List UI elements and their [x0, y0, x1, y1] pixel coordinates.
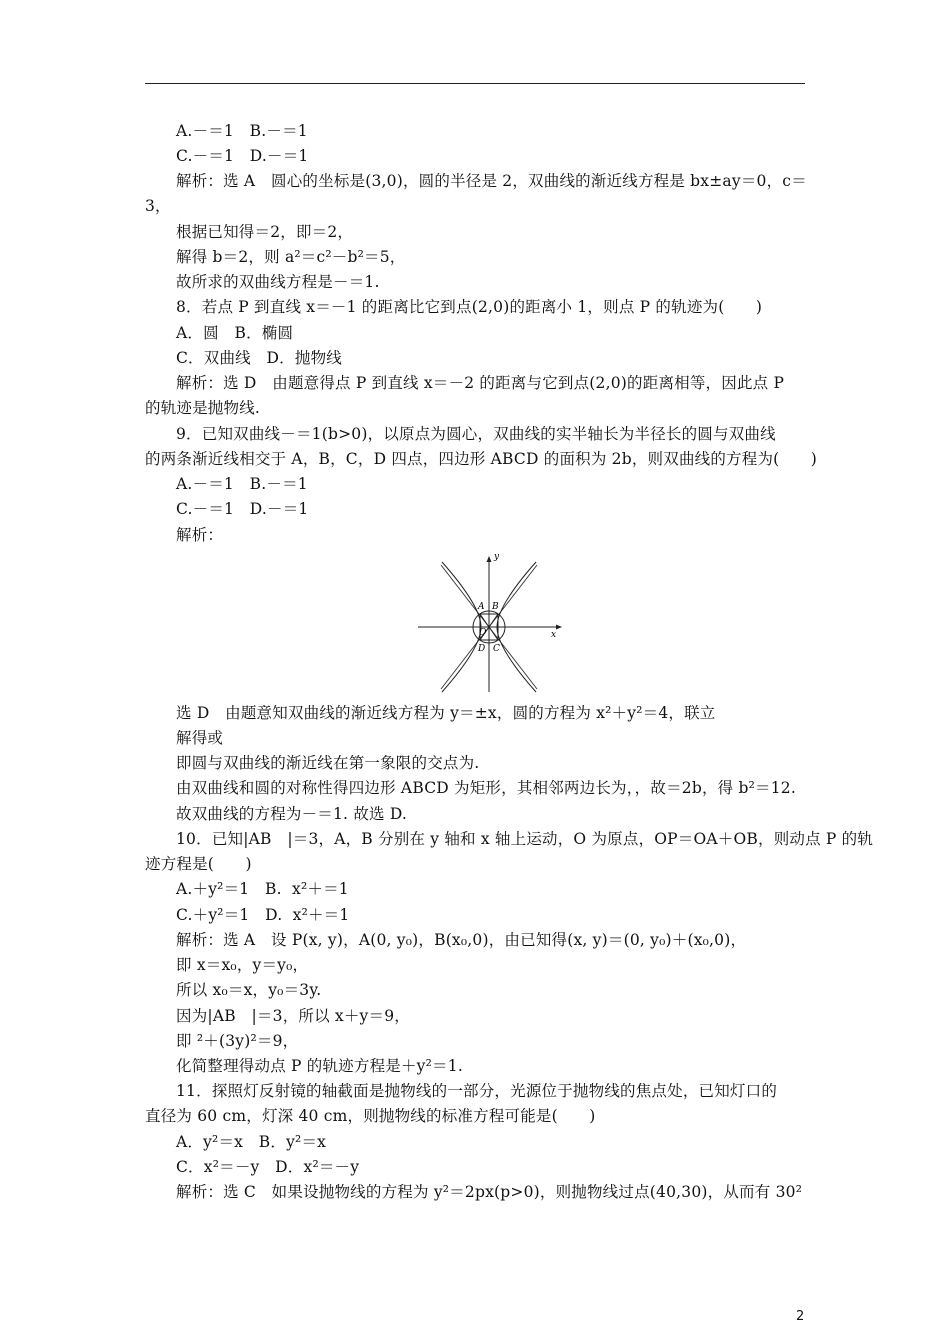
text-line: A．y²＝x B．y²＝x: [176, 1133, 327, 1151]
text-line: 解析：: [176, 526, 224, 544]
text-line: C.－＝1 D.－＝1: [176, 500, 309, 518]
text-line: 的轨迹是抛物线.: [145, 399, 261, 417]
point-a-label: A: [478, 602, 485, 612]
text-line: A．圆 B．椭圆: [176, 324, 294, 342]
text-line: 因为|AB |＝3，所以 x＋y＝9，: [176, 1007, 410, 1025]
x-axis-arrow: [556, 625, 562, 630]
text-line: 即 ²＋(3y)²＝9，: [176, 1032, 299, 1050]
text-line: 即圆与双曲线的渐近线在第一象限的交点为.: [176, 754, 480, 772]
y-axis-label: y: [494, 552, 500, 562]
text-line: 选 D 由题意知双曲线的渐近线方程为 y＝±x，圆的方程为 x²＋y²＝4，联立: [176, 704, 716, 722]
text-line: 化简整理得动点 P 的轨迹方程是＋y²＝1.: [176, 1057, 463, 1075]
text-line: C．x²＝－y D．x²＝－y: [176, 1158, 360, 1176]
page-number: 2: [796, 1309, 805, 1324]
hyperbola-figure: [416, 548, 564, 694]
text-line: A.＋y²＝1 B. x²＋＝1: [176, 880, 349, 898]
text-line: A.－＝1 B.－＝1: [176, 475, 308, 493]
text-line: A.－＝1 B.－＝1: [176, 122, 308, 140]
text-line: C.－＝1 D.－＝1: [176, 147, 309, 165]
header-rule: [145, 83, 805, 84]
text-line: 迹方程是( ): [145, 855, 252, 873]
text-line: 即 x＝x₀，y＝y₀，: [176, 956, 309, 974]
text-line: 3，: [145, 197, 171, 215]
text-line: C.＋y²＝1 D. x²＋＝1: [176, 906, 350, 924]
question-9: 9．已知双曲线－＝1(b>0)，以原点为圆心，双曲线的实半轴长为半径长的圆与双曲线: [176, 425, 776, 443]
question-8: 8．若点 P 到直线 x＝－1 的距离比它到点(2,0)的距离小 1，则点 P 的轨迹为( ): [176, 298, 763, 316]
text-line: 直径为 60 cm，灯深 40 cm，则抛物线的标准方程可能是( ): [145, 1107, 596, 1125]
text-line: 故双曲线的方程为－＝1. 故选 D.: [176, 805, 408, 823]
point-b-label: B: [492, 602, 499, 612]
text-line: 所以 x₀＝x，y₀＝3y.: [176, 981, 322, 999]
text-line: 解析：选 D 由题意得点 P 到直线 x＝－2 的距离与它到点(2,0)的距离相等，因此点 P: [176, 374, 785, 392]
y-axis-arrow: [487, 556, 492, 562]
point-c-label: C: [493, 644, 500, 654]
text-line: 解得或: [176, 729, 224, 747]
question-10: 10．已知|AB |＝3，A，B 分别在 y 轴和 x 轴上运动，O 为原点，OP＝OA＋OB，则动点 P 的轨: [176, 830, 874, 848]
origin-label: O: [479, 628, 487, 638]
text-line: 解析：选 A 圆心的坐标是(3,0)，圆的半径是 2，双曲线的渐近线方程是 bx±ay＝0，c＝: [176, 172, 807, 190]
text-line: 解得 b＝2，则 a²＝c²－b²＝5，: [176, 248, 406, 266]
text-line: 的两条渐近线相交于 A，B，C，D 四点，四边形 ABCD 的面积为 2b，则双曲线的方程为( ): [145, 450, 818, 468]
x-axis-label: x: [551, 630, 557, 640]
text-line: C．双曲线 D．抛物线: [176, 349, 342, 367]
text-line: 由双曲线和圆的对称性得四边形 ABCD 为矩形，其相邻两边长为，，故＝2b，得 b²＝12.: [176, 779, 796, 797]
question-11: 11．探照灯反射镜的轴截面是抛物线的一部分，光源位于抛物线的焦点处，已知灯口的: [176, 1082, 778, 1100]
text-line: 根据已知得＝2，即＝2，: [176, 223, 354, 241]
text-line: 解析：选 C 如果设抛物线的方程为 y²＝2px(p>0)，则抛物线过点(40,30)，从而有 30²: [176, 1183, 803, 1201]
text-line: 解析：选 A 设 P(x, y)，A(0, y₀)，B(x₀,0)，由已知得(x, y)＝(0, y₀)＋(x₀,0)，: [176, 931, 747, 949]
point-d-label: D: [478, 644, 486, 654]
text-line: 故所求的双曲线方程是－＝1.: [176, 273, 380, 291]
